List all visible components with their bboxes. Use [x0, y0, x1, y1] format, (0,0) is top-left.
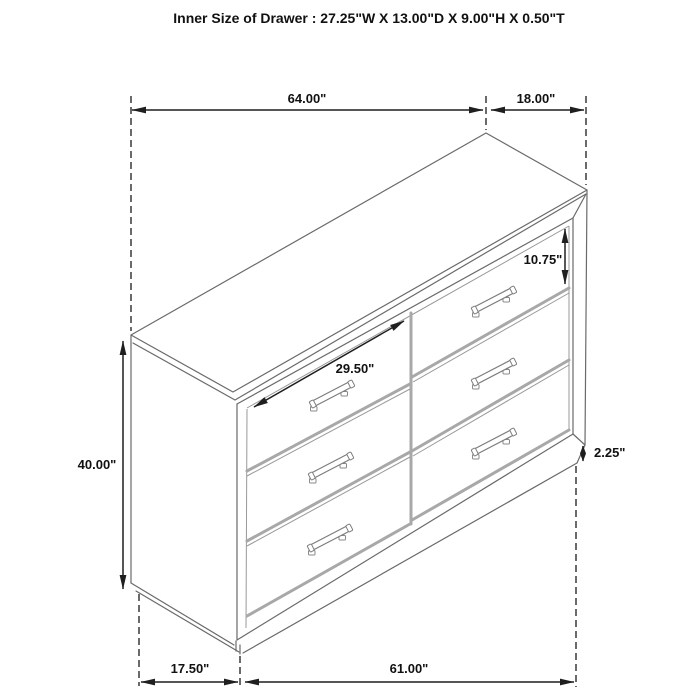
- base-depth-label: 17.50": [170, 661, 210, 676]
- top-drawer-height-label: 10.75": [523, 252, 563, 267]
- dresser-base-plinth: [136, 445, 585, 654]
- dimension-overall-height: [78, 341, 123, 589]
- dimension-base-height: [583, 445, 625, 461]
- dimension-top-depth: [491, 91, 584, 110]
- dimension-top-drawer-height: [524, 229, 565, 284]
- handle-left-bottom: [307, 524, 353, 555]
- handle-right-bottom: [471, 428, 517, 459]
- dimension-top-width: [132, 91, 483, 110]
- top-depth-label: 18.00": [516, 91, 556, 106]
- top-width-label: 64.00": [287, 91, 327, 106]
- dimension-base-width: [245, 661, 574, 682]
- base-height-label: 2.25": [594, 445, 626, 460]
- drawer-front-width-label: 29.50": [335, 361, 375, 376]
- handle-left-middle: [308, 452, 354, 483]
- dresser-top-panel: [131, 133, 587, 400]
- base-width-label: 61.00": [389, 661, 429, 676]
- handle-right-middle: [471, 358, 517, 389]
- page-title: Inner Size of Drawer : 27.25"W X 13.00"D X 9.00"H X 0.50"T: [173, 10, 565, 26]
- overall-height-label: 40.00": [77, 457, 117, 472]
- handle-left-top: [309, 380, 355, 411]
- handle-right-top: [471, 286, 517, 317]
- dimension-base-depth: [141, 661, 238, 682]
